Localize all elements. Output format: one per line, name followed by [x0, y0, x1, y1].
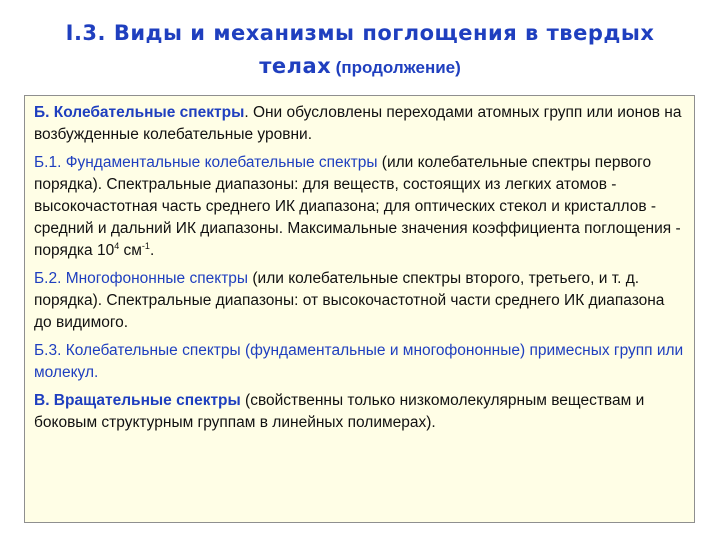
text-fundamental-spectra: (или колебательные спектры первого порядка). Спектральные диапазоны: для веществ, состоящих из легких атомов - высокочастотная часть среднего ИК диапазона; для оптических стекол и кристаллов - средний и дальний ИК диапазоны. Максимальные значения коэффициента поглощения - порядка 10 [34, 154, 681, 259]
heading-multiphonon-spectra: Б.2. Многофононные спектры [34, 270, 249, 287]
heading-impurity-spectra: Б.3. Колебательные спектры (фундаментальные и многофононные) примесных групп или молекул. [34, 342, 684, 381]
paragraph-multiphonon-spectra [34, 268, 685, 334]
paragraph-rotational-spectra [34, 390, 685, 434]
content-box [24, 95, 695, 523]
paragraph-fundamental-spectra [34, 152, 685, 262]
period: . [149, 242, 155, 259]
text-rotational-spectra: (свойственны только низкомолекулярным веществам и боковым структурным группам в линейных полимерах). [34, 392, 645, 431]
text-vibrational-spectra: . Они обусловлены переходами атомных групп или ионов на возбужденные колебательные уровни. [34, 104, 682, 143]
slide-title [10, 18, 710, 84]
exponent-4: 4 [114, 241, 120, 251]
title-main-line-2: телах [259, 54, 332, 78]
paragraph-vibrational-spectra [34, 102, 685, 146]
unit-cm: см [119, 242, 142, 259]
heading-rotational-spectra: В. Вращательные спектры [34, 392, 241, 409]
paragraph-impurity-spectra [34, 340, 685, 384]
title-line-2 [10, 51, 710, 84]
text-multiphonon-spectra: (или колебательные спектры второго, третьего, и т. д. порядка). Спектральные диапазоны: от высокочастотной части среднего ИК диапазона до видимого. [34, 270, 665, 331]
heading-vibrational-spectra: Б. Колебательные спектры [34, 104, 245, 121]
title-subtitle: (продолжение) [335, 58, 461, 77]
heading-fundamental-spectra: Б.1. Фундаментальные колебательные спектры [34, 154, 378, 171]
title-line-1 [10, 18, 710, 51]
exponent-minus-1: -1 [141, 241, 150, 251]
title-main-line-1: I.3. Виды и механизмы поглощения в твердых [65, 21, 655, 45]
